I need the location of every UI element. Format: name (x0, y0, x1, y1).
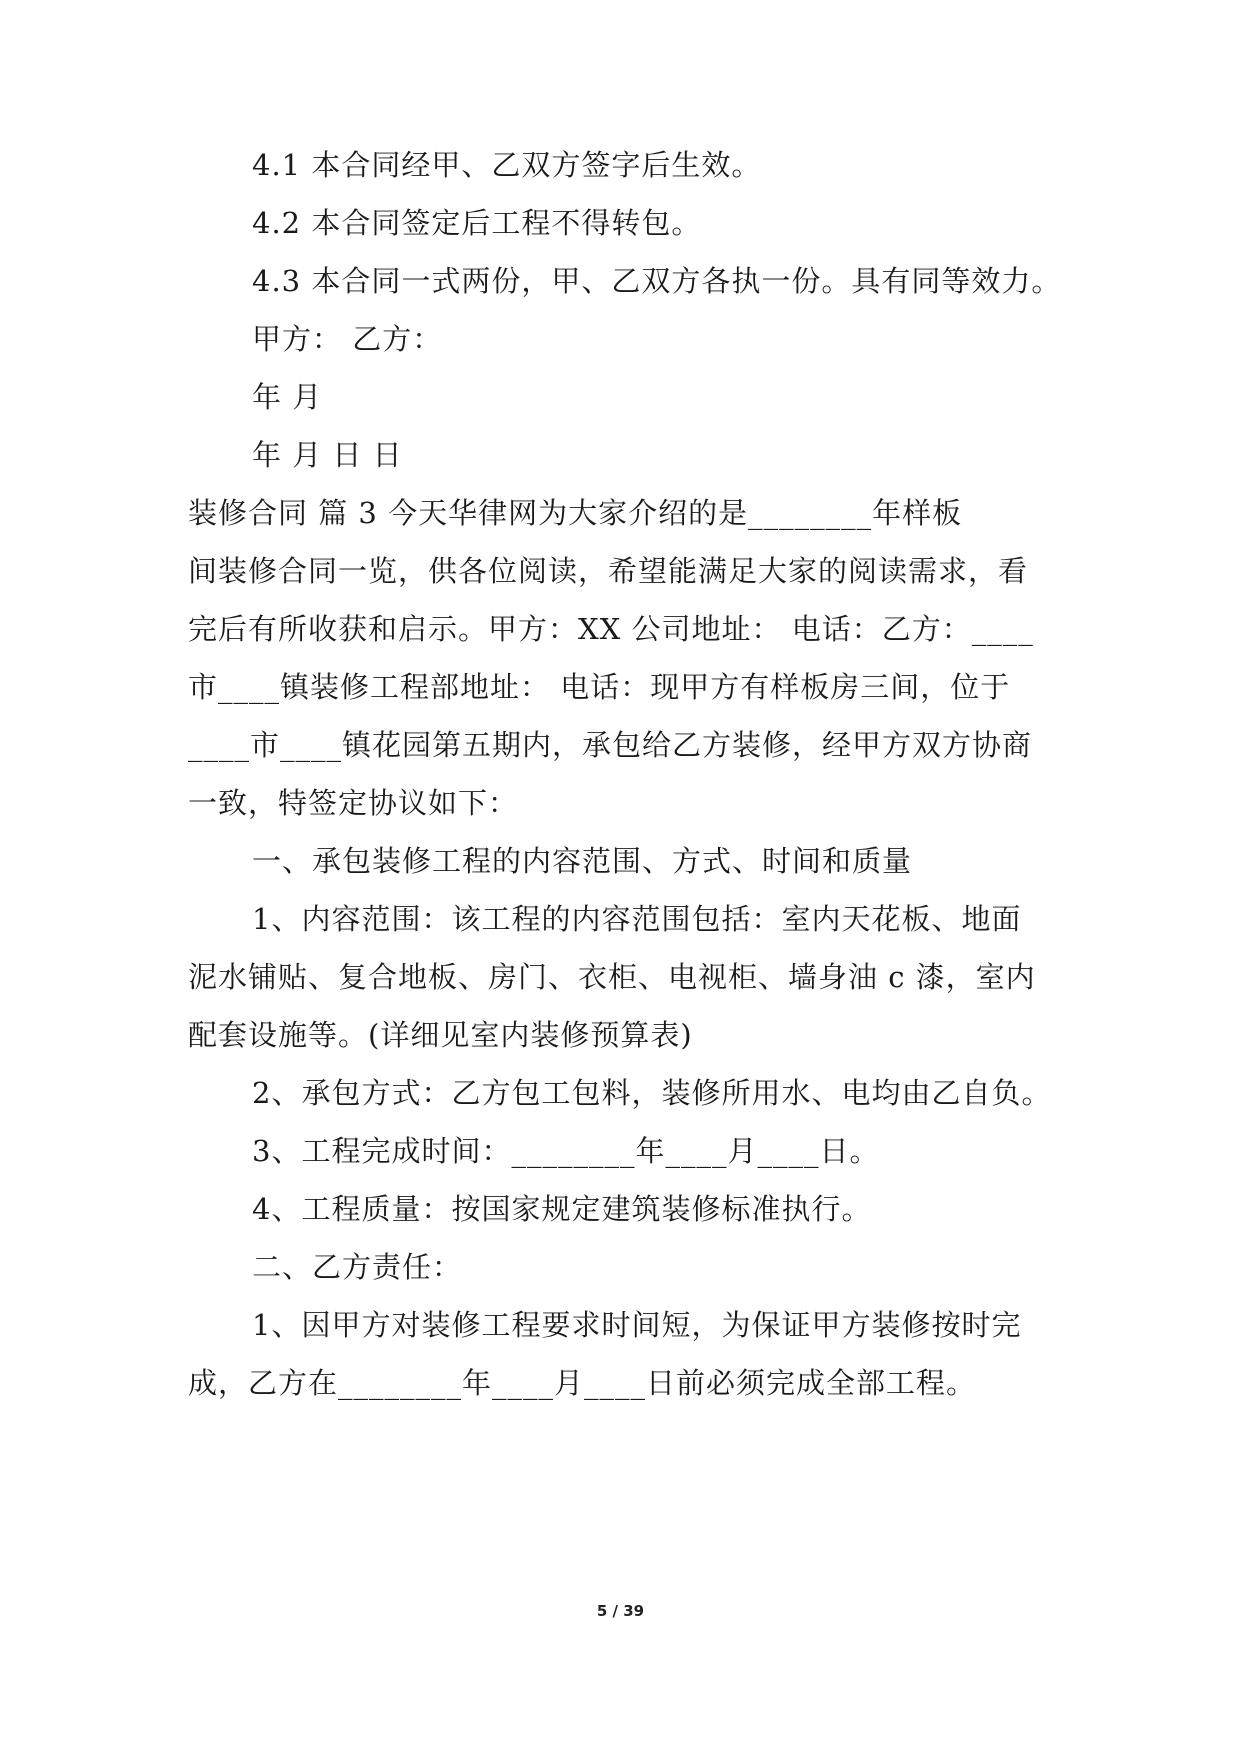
item-scope-cont: 配套设施等。(详细见室内装修预算表) (188, 1018, 693, 1052)
item-responsibility-1-cont: 成，乙方在________年____月____日前必须完成全部工程。 (188, 1366, 977, 1400)
paragraph-line: 市____镇装修工程部地址： 电话：现甲方有样板房三间，位于 (188, 670, 1011, 704)
item-responsibility-1: 1、因甲方对装修工程要求时间短，为保证甲方装修按时完 (252, 1308, 1022, 1342)
paragraph-line: ____市____镇花园第五期内，承包给乙方装修，经甲方双方协商 (188, 728, 1033, 762)
item-scope-cont: 泥水铺贴、复合地板、房门、衣柜、电视柜、墙身油 c 漆，室内 (188, 960, 1036, 994)
clause-4-1: 4.1 本合同经甲、乙双方签字后生效。 (252, 148, 762, 182)
signature-date-line-1: 年 月 (252, 380, 323, 414)
clause-4-3: 4.3 本合同一式两份，甲、乙双方各执一份。具有同等效力。 (252, 264, 1062, 298)
paragraph-line: 间装修合同一览，供各位阅读，希望能满足大家的阅读需求，看 (188, 554, 1029, 588)
signature-parties: 甲方： 乙方： (252, 322, 443, 356)
section-heading-2: 二、乙方责任： (252, 1250, 463, 1284)
item-completion-time: 3、工程完成时间：________年____月____日。 (252, 1134, 880, 1168)
paragraph-line: 完后有所收获和启示。甲方：XX 公司地址： 电话：乙方：____ (188, 612, 1034, 646)
clause-4-2: 4.2 本合同签定后工程不得转包。 (252, 206, 702, 240)
page-number: 5 / 39 (596, 1602, 645, 1620)
paragraph-line: 一致，特签定协议如下： (188, 786, 519, 820)
section-heading-1: 一、承包装修工程的内容范围、方式、时间和质量 (252, 844, 913, 878)
signature-date-line-2: 年 月 日 日 (252, 438, 403, 472)
section-heading-contract-3: 装修合同 篇 3 今天华律网为大家介绍的是________年样板 (188, 496, 963, 530)
item-method: 2、承包方式：乙方包工包料，装修所用水、电均由乙自负。 (252, 1076, 1052, 1110)
item-scope: 1、内容范围：该工程的内容范围包括：室内天花板、地面 (252, 902, 1022, 936)
item-quality: 4、工程质量：按国家规定建筑装修标准执行。 (252, 1192, 872, 1226)
